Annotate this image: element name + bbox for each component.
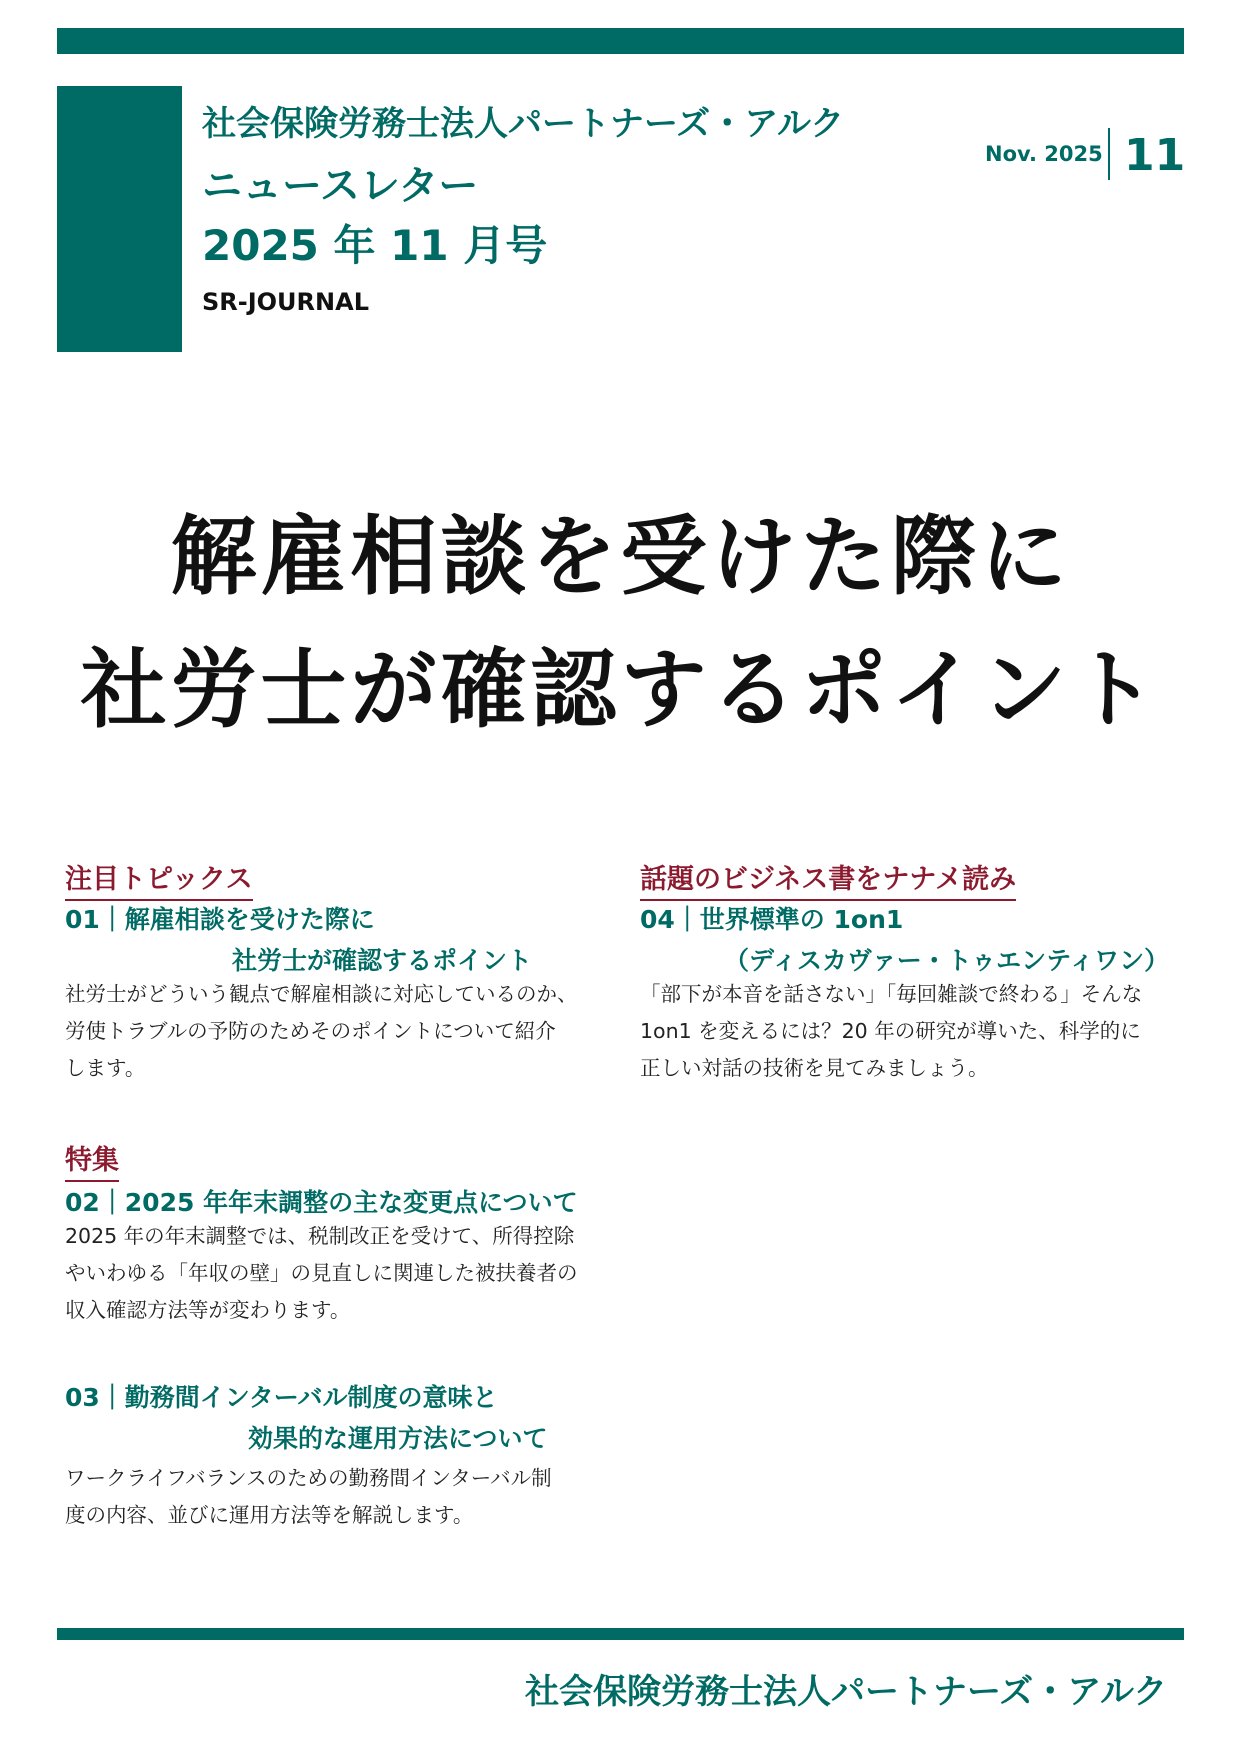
article3-title-line2: 効果的な運用方法について bbox=[248, 1424, 548, 1453]
article4-body-line: 1on1 を変えるには？20 年の研究が導いた、科学的に bbox=[640, 1019, 1141, 1043]
hero-title-line1: 解雇相談を受けた際に bbox=[170, 507, 1071, 607]
journal-name: SR-JOURNAL bbox=[202, 288, 369, 316]
article3-body-line: ワークライフバランスのための勤務間インターバル制 bbox=[65, 1466, 552, 1490]
article2-body-line: やいわゆる「年収の壁」の見直しに関連した被扶養者の bbox=[65, 1261, 578, 1285]
article1-body-line: します。 bbox=[65, 1056, 146, 1080]
footer-org-name: 社会保険労務士法人パートナーズ・アルク bbox=[525, 1672, 1168, 1712]
article1-body bbox=[65, 976, 578, 1087]
article4-title-line1: 04｜世界標準の 1on1 bbox=[640, 905, 904, 934]
article2-body-line: 2025 年の年末調整では、税制改正を受けて、所得控除 bbox=[65, 1224, 575, 1248]
section-heading-topics: 注目トピックス bbox=[65, 857, 253, 901]
bottom-accent-bar bbox=[57, 1628, 1184, 1640]
article2-title: 02｜2025 年年末調整の主な変更点について bbox=[65, 1188, 578, 1217]
section-heading-feature: 特集 bbox=[65, 1138, 119, 1182]
newsletter-title: ニュースレター bbox=[202, 163, 479, 209]
article1-body-line: 社労士がどういう観点で解雇相談に対応しているのか、 bbox=[65, 982, 578, 1006]
header-color-block bbox=[57, 86, 182, 352]
article3-body-line: 度の内容、並びに運用方法等を解説します。 bbox=[65, 1503, 474, 1527]
article3-title-line1: 03｜勤務間インターバル制度の意味と bbox=[65, 1383, 498, 1412]
article1-title-line1: 01｜解雇相談を受けた際に bbox=[65, 905, 375, 934]
article4-body-line: 「部下が本音を話さない」「毎回雑談で終わる」そんな bbox=[640, 982, 1143, 1006]
article4-title-line2: （ディスカヴァー・トゥエンティワン） bbox=[724, 946, 1170, 975]
article2-body bbox=[65, 1218, 578, 1329]
article4-body-line: 正しい対話の技術を見てみましょう。 bbox=[640, 1056, 989, 1080]
top-accent-bar bbox=[57, 28, 1184, 54]
issue-divider bbox=[1108, 128, 1110, 180]
org-name: 社会保険労務士法人パートナーズ・アルク bbox=[202, 104, 845, 144]
issue-label: 2025 年 11 月号 bbox=[202, 221, 548, 270]
article2-body-line: 収入確認方法等が変わります。 bbox=[65, 1298, 351, 1322]
section-heading-book-review: 話題のビジネス書をナナメ読み bbox=[640, 857, 1016, 901]
article3-body bbox=[65, 1460, 552, 1534]
issue-date: Nov. 2025 bbox=[985, 142, 1103, 166]
article4-body bbox=[640, 976, 1142, 1087]
hero-title-line2: 社労士が確認するポイント bbox=[80, 640, 1161, 740]
article1-body-line: 労使トラブルの予防のためそのポイントについて紹介 bbox=[65, 1019, 556, 1043]
issue-number: 11 bbox=[1124, 130, 1186, 181]
article1-title-line2: 社労士が確認するポイント bbox=[232, 946, 533, 975]
